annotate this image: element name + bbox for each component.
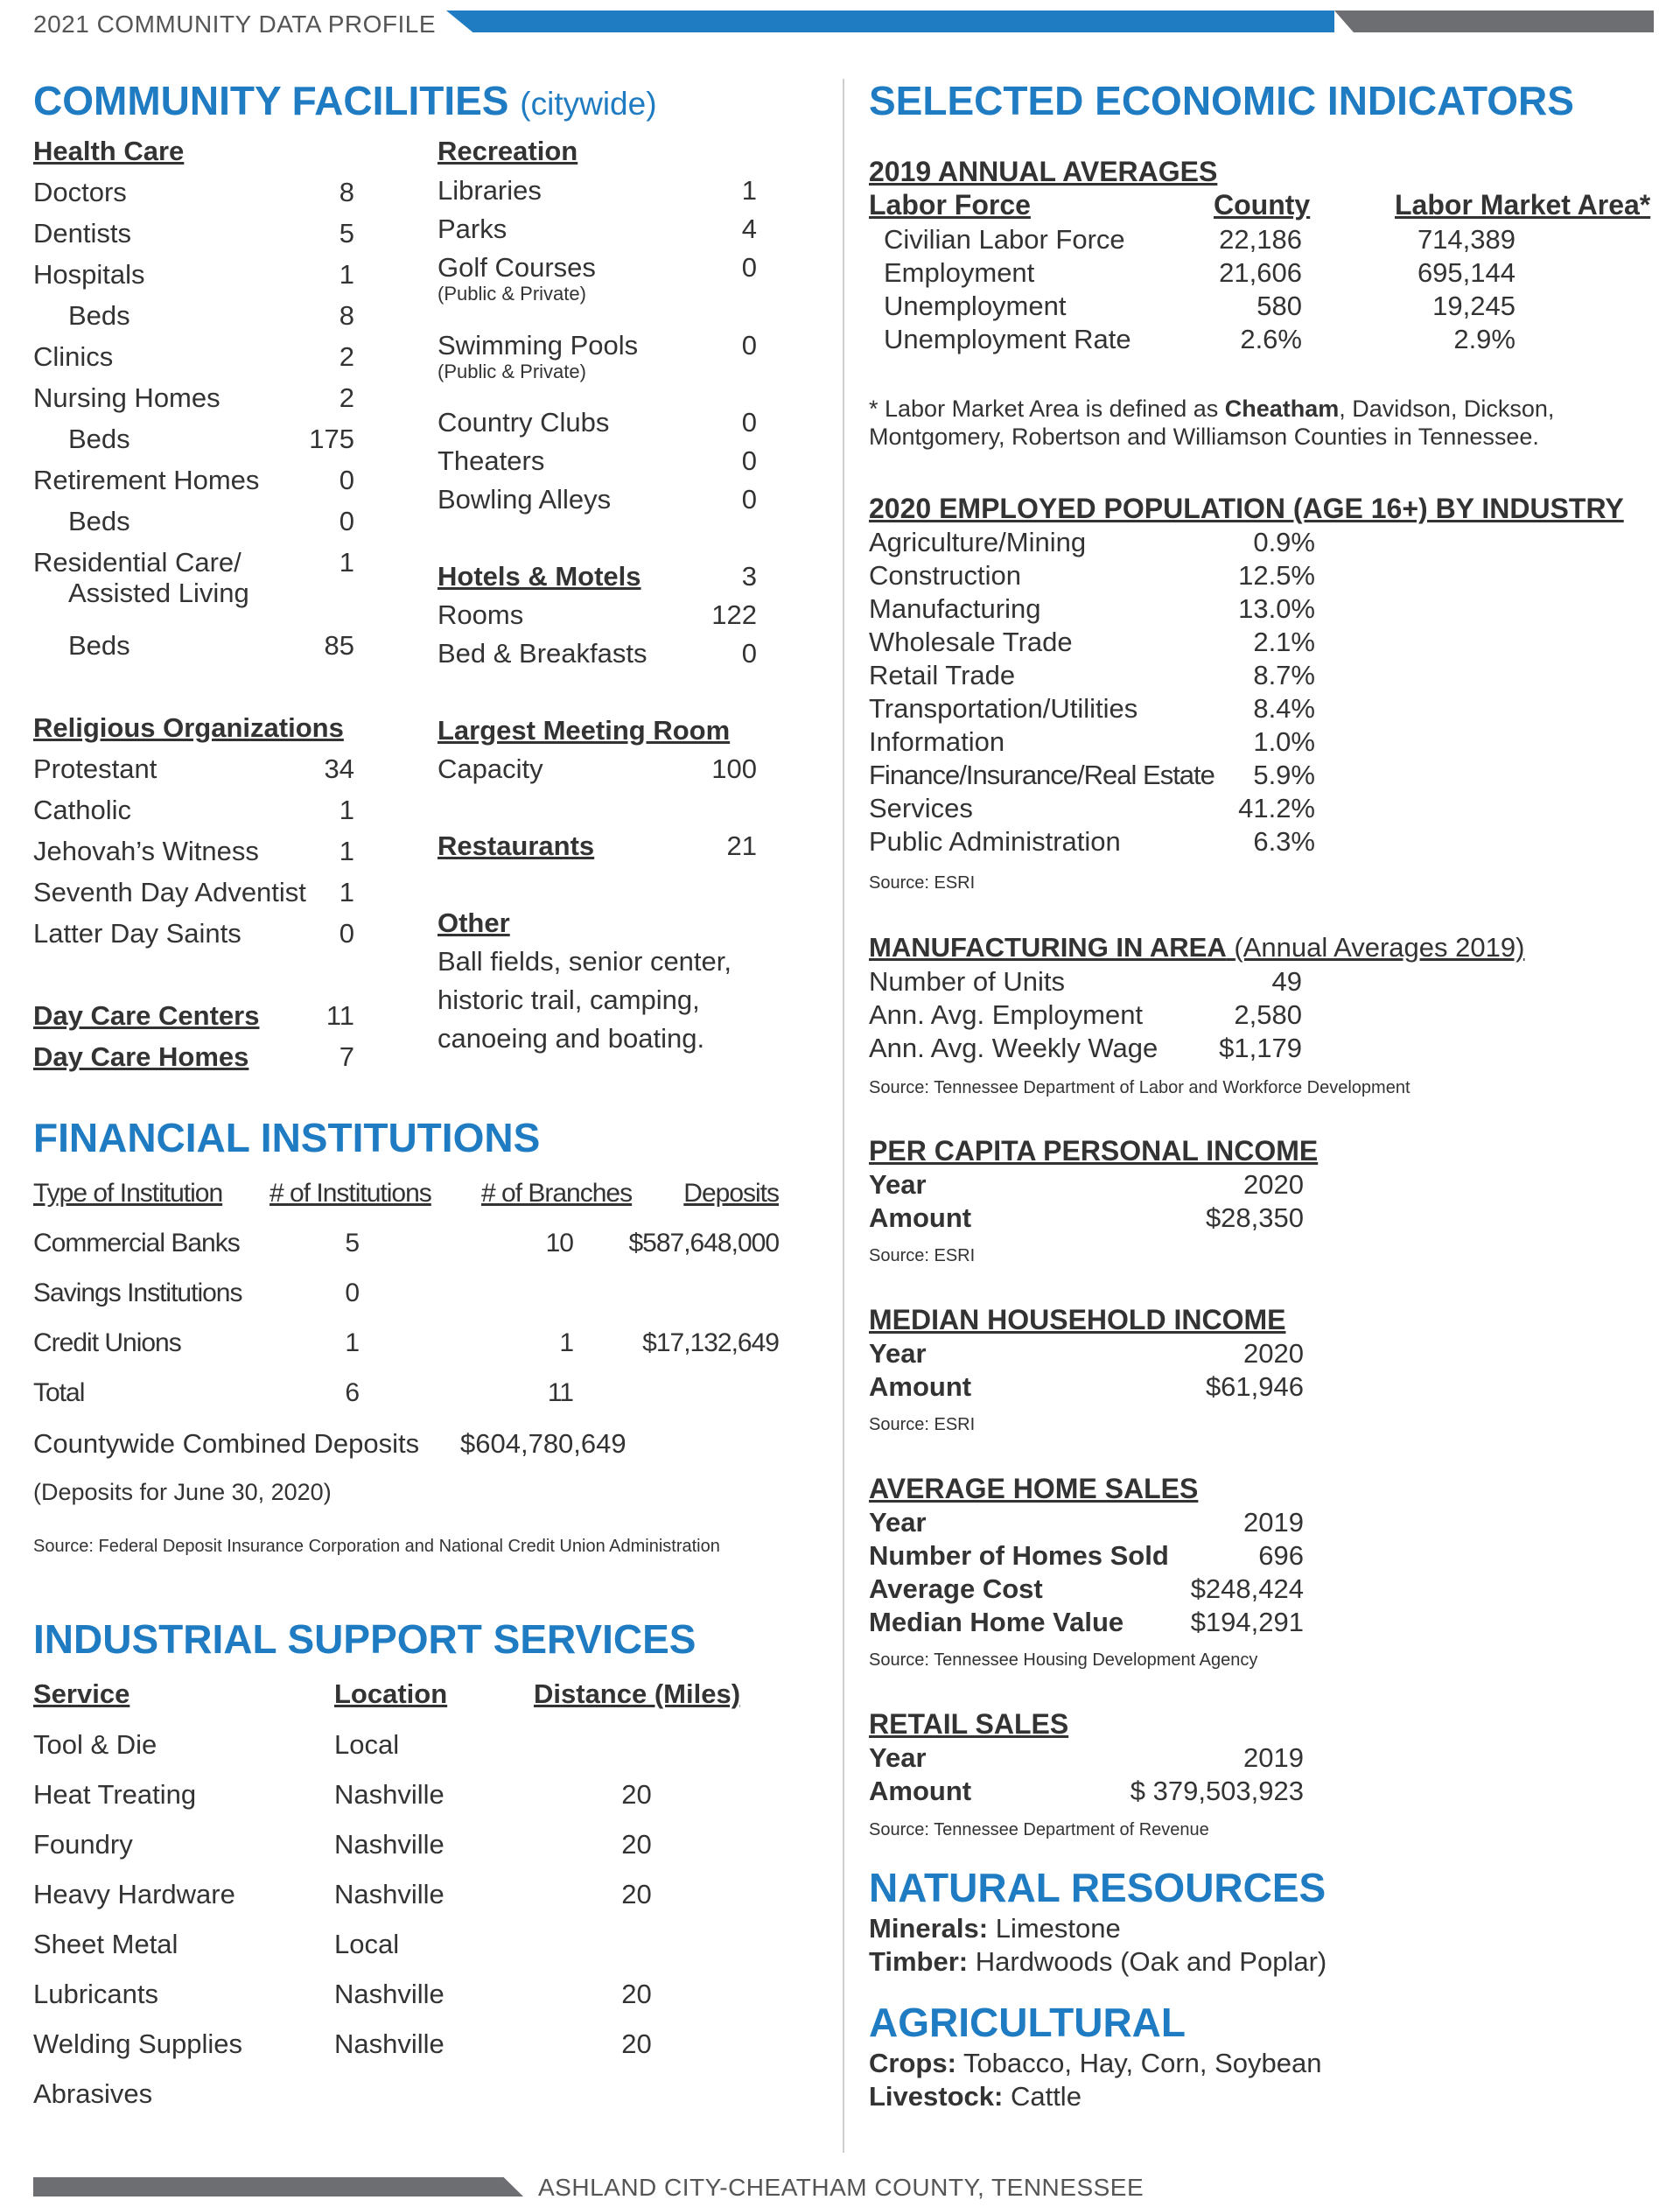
ind-cell: Local (334, 1929, 400, 1959)
industry-label: Public Administration (869, 826, 1121, 857)
econ-value: 2.6% (1240, 324, 1302, 354)
fac-label: Country Clubs (438, 407, 610, 438)
ind-cell: Tool & Die (33, 1729, 158, 1760)
other-heading: Other (438, 907, 510, 938)
livestock-line: Livestock: Cattle (869, 2081, 1082, 2112)
fac-label: Bed & Breakfasts (438, 638, 648, 669)
ind-cell: Sheet Metal (33, 1929, 178, 1959)
econ-label: Amount (869, 1202, 972, 1233)
daycare-centers-heading: Day Care Centers (33, 1000, 260, 1031)
fac-value: 85 (324, 630, 354, 661)
column-divider (843, 79, 844, 2153)
fac-value: 0 (339, 465, 354, 495)
fac-label: Parks (438, 214, 508, 244)
ind-cell: Nashville (334, 1829, 444, 1860)
agricultural-title: AGRICULTURAL (869, 2000, 1186, 2045)
fac-label: Bowling Alleys (438, 484, 612, 515)
mfg-label: Ann. Avg. Weekly Wage (869, 1033, 1158, 1063)
econ-value: 714,389 (1417, 224, 1516, 255)
econ-label: Number of Homes Sold (869, 1540, 1169, 1571)
ind-cell: Abrasives (33, 2078, 153, 2109)
fin-cell: 11 (547, 1378, 573, 1407)
retail-sales-heading: RETAIL SALES (869, 1708, 1069, 1740)
lma-col: Labor Market Area* (1395, 189, 1651, 221)
mfg-label: Ann. Avg. Employment (869, 999, 1144, 1030)
annual-averages-heading: 2019 ANNUAL AVERAGES (869, 156, 1218, 187)
crops-line: Crops: Tobacco, Hay, Corn, Soybean (869, 2048, 1322, 2078)
fin-cell: 6 (345, 1378, 359, 1407)
retail-source: Source: Tennessee Department of Revenue (869, 1820, 1209, 1839)
fac-value: 1 (741, 175, 757, 206)
fac-note: (Public & Private) (438, 361, 586, 382)
econ-label: Year (869, 1742, 927, 1773)
econ-value: 2020 (1243, 1169, 1304, 1200)
econ-value: 2.9% (1453, 324, 1516, 354)
econ-label: Employment (884, 257, 1035, 288)
ind-cell: Welding Supplies (33, 2028, 242, 2059)
fac-value: 0 (741, 252, 757, 283)
fin-cell: 1 (345, 1328, 359, 1357)
manufacturing-heading: MANUFACTURING IN AREA (Annual Averages 2019) (869, 932, 1525, 963)
mfg-source: Source: Tennessee Department of Labor and Workforce Development (869, 1078, 1410, 1097)
ind-cell: Foundry (33, 1829, 133, 1860)
econ-value: 19,245 (1432, 291, 1516, 321)
fac-label: Beds (68, 630, 130, 661)
restaurants-heading: Restaurants (438, 830, 595, 861)
fac-label: Golf Courses (438, 252, 596, 283)
econ-value: 696 (1258, 1540, 1304, 1571)
ind-cell: Lubricants (33, 1979, 159, 2009)
fin-cell: Total (33, 1378, 85, 1407)
fac-value: 0 (339, 918, 354, 949)
fac-value: 11 (326, 1000, 354, 1031)
econ-label: Median Home Value (869, 1607, 1124, 1637)
lma-note: * Labor Market Area is defined as Cheatham, Davidson, Dickson, (869, 396, 1555, 422)
industry-heading: 2020 EMPLOYED POPULATION (AGE 16+) BY INDUSTRY (869, 493, 1624, 524)
header-bar-gray (1334, 11, 1654, 32)
other-text: historic trail, camping, (438, 984, 700, 1015)
ind-cell: Heavy Hardware (33, 1879, 235, 1909)
fac-label: Seventh Day Adventist (33, 877, 306, 907)
econ-label: Average Cost (869, 1573, 1043, 1604)
fin-col-header: # of Institutions (270, 1179, 431, 1208)
fac-label: Assisted Living (68, 578, 249, 608)
ind-cell: Local (334, 1729, 400, 1760)
industry-value: 2.1% (1253, 627, 1315, 657)
ind-cell: Heat Treating (33, 1779, 197, 1810)
fac-value: 1 (339, 836, 354, 866)
ind-cell: Nashville (334, 2028, 444, 2059)
hotels-heading: Hotels & Motels (438, 561, 641, 592)
fac-value: 1 (339, 547, 354, 578)
ind-col-header: Service (33, 1678, 130, 1709)
mfg-value: $1,179 (1219, 1033, 1302, 1063)
ind-cell: 20 (621, 1779, 652, 1810)
home-sales-heading: AVERAGE HOME SALES (869, 1473, 1199, 1504)
industry-value: 8.4% (1253, 693, 1315, 724)
per-capita-heading: PER CAPITA PERSONAL INCOME (869, 1135, 1319, 1167)
industry-value: 0.9% (1253, 527, 1315, 557)
econ-value: 21,606 (1219, 257, 1302, 288)
footer-text: ASHLAND CITY-CHEATHAM COUNTY, TENNESSEE (538, 2174, 1144, 2201)
fac-value: 100 (711, 753, 757, 784)
fac-value: 7 (339, 1041, 354, 1072)
fac-label: Beds (68, 300, 130, 331)
ind-cell: 20 (621, 1979, 652, 2009)
fac-value: 0 (339, 506, 354, 536)
fac-value: 21 (726, 830, 757, 861)
fin-cell: 1 (559, 1328, 573, 1357)
fin-col-header: # of Branches (481, 1179, 633, 1208)
econ-value: 2019 (1243, 1742, 1304, 1773)
econ-label: Amount (869, 1776, 972, 1806)
fac-value: 1 (339, 795, 354, 825)
fac-value: 122 (711, 599, 757, 630)
county-col: County (1214, 189, 1311, 221)
fac-label: Libraries (438, 175, 542, 206)
fac-value: 0 (741, 407, 757, 438)
fin-col-header: Type of Institution (33, 1179, 223, 1208)
industry-value: 6.3% (1253, 826, 1315, 857)
industry-label: Manufacturing (869, 593, 1041, 624)
fac-label: Latter Day Saints (33, 918, 242, 949)
econ-label: Unemployment (884, 291, 1067, 321)
industry-label: Agriculture/Mining (869, 527, 1087, 557)
per-capita-source: Source: ESRI (869, 1246, 976, 1265)
industrial-title: INDUSTRIAL SUPPORT SERVICES (33, 1616, 696, 1662)
industry-label: Construction (869, 560, 1022, 591)
fac-value: 8 (339, 177, 354, 207)
fac-value: 5 (339, 218, 354, 249)
ind-cell: 20 (621, 1879, 652, 1909)
industry-value: 13.0% (1238, 593, 1315, 624)
industry-source: Source: ESRI (869, 873, 976, 893)
industry-value: 12.5% (1238, 560, 1315, 591)
other-text: Ball fields, senior center, (438, 946, 732, 977)
industry-label: Retail Trade (869, 660, 1016, 690)
industry-label: Wholesale Trade (869, 627, 1073, 657)
fac-label: Jehovah’s Witness (33, 836, 259, 866)
econ-label: Civilian Labor Force (884, 224, 1125, 255)
community-facilities-subtitle: (citywide) (520, 86, 657, 122)
fin-cell: 5 (345, 1229, 359, 1258)
fac-value: 175 (309, 424, 354, 454)
econ-value: 580 (1256, 291, 1302, 321)
mfg-value: 49 (1271, 966, 1302, 997)
econ-label: Unemployment Rate (884, 324, 1131, 354)
industry-label: Transportation/Utilities (869, 693, 1138, 724)
timber-line: Timber: Hardwoods (Oak and Poplar) (869, 1946, 1327, 1977)
daycare-homes-heading: Day Care Homes (33, 1041, 249, 1072)
deposits-note: (Deposits for June 30, 2020) (33, 1479, 332, 1505)
fac-value: 0 (741, 445, 757, 476)
fin-cell: $587,648,000 (628, 1229, 779, 1258)
other-text: canoeing and boating. (438, 1023, 705, 1054)
mfg-label: Number of Units (869, 966, 1065, 997)
fac-label: Retirement Homes (33, 465, 260, 495)
econ-value: $ 379,503,923 (1130, 1776, 1304, 1806)
econ-label: Amount (869, 1371, 972, 1402)
ind-cell: 20 (621, 1829, 652, 1860)
fac-label: Rooms (438, 599, 524, 630)
industry-value: 8.7% (1253, 660, 1315, 690)
recreation-heading: Recreation (438, 136, 578, 166)
econ-value: $28,350 (1205, 1202, 1304, 1233)
natural-resources-title: NATURAL RESOURCES (869, 1865, 1326, 1910)
econ-value: 2020 (1243, 1338, 1304, 1369)
fac-label: Capacity (438, 753, 543, 784)
ind-cell: Nashville (334, 1779, 444, 1810)
fac-value: 34 (324, 753, 354, 784)
health-care-heading: Health Care (33, 136, 185, 166)
fac-label: Nursing Homes (33, 382, 220, 413)
fac-label: Dentists (33, 218, 131, 249)
ind-cell: Nashville (334, 1879, 444, 1909)
fin-cell: Savings Institutions (33, 1279, 242, 1307)
mfg-value: 2,580 (1234, 999, 1302, 1030)
religious-heading: Religious Organizations (33, 712, 344, 743)
fin-cell: $17,132,649 (642, 1328, 779, 1357)
header-bar-blue (446, 11, 1334, 32)
combined-deposits-value: $604,780,649 (460, 1428, 626, 1459)
community-facilities-title: COMMUNITY FACILITIES (citywide) (33, 78, 657, 123)
fin-cell: Credit Unions (33, 1328, 181, 1357)
fac-value: 2 (339, 382, 354, 413)
labor-force-col: Labor Force (869, 189, 1031, 221)
page-header-title: 2021 COMMUNITY DATA PROFILE (33, 11, 437, 38)
econ-label: Year (869, 1338, 927, 1369)
fac-label: Beds (68, 424, 130, 454)
industry-label: Finance/Insurance/Real Estate (869, 760, 1214, 790)
econ-value: 695,144 (1417, 257, 1516, 288)
financial-source: Source: Federal Deposit Insurance Corporation and National Credit Union Administration (33, 1537, 720, 1556)
fac-value: 4 (741, 214, 757, 244)
fac-note: (Public & Private) (438, 283, 586, 305)
fac-label: Protestant (33, 753, 158, 784)
industry-value: 1.0% (1253, 726, 1315, 757)
combined-deposits-label: Countywide Combined Deposits (33, 1428, 420, 1459)
fin-cell: Commercial Banks (33, 1229, 240, 1258)
lma-note-line2: Montgomery, Robertson and Williamson Counties in Tennessee. (869, 424, 1539, 450)
fac-value: 8 (339, 300, 354, 331)
ind-cell: 20 (621, 2028, 652, 2059)
fin-cell: 10 (545, 1229, 573, 1258)
fac-label: Theaters (438, 445, 545, 476)
fac-label: Doctors (33, 177, 127, 207)
fac-label: Catholic (33, 795, 131, 825)
meeting-room-heading: Largest Meeting Room (438, 715, 731, 746)
fac-label: Beds (68, 506, 130, 536)
footer-bar (33, 2177, 523, 2196)
ind-cell: Nashville (334, 1979, 444, 2009)
fac-label: Hospitals (33, 259, 145, 290)
fac-value: 0 (741, 638, 757, 669)
fac-label: Clinics (33, 341, 114, 372)
fac-value: 0 (741, 484, 757, 515)
median-source: Source: ESRI (869, 1415, 976, 1434)
industry-label: Information (869, 726, 1005, 757)
econ-label: Year (869, 1169, 927, 1200)
fac-label: Swimming Pools (438, 330, 639, 361)
home-source: Source: Tennessee Housing Development Agency (869, 1650, 1258, 1670)
median-income-heading: MEDIAN HOUSEHOLD INCOME (869, 1304, 1286, 1335)
fac-value: 1 (339, 259, 354, 290)
industry-value: 5.9% (1253, 760, 1315, 790)
fin-cell: 0 (345, 1279, 359, 1307)
econ-value: 2019 (1243, 1507, 1304, 1538)
fac-value: 1 (339, 877, 354, 907)
fac-value: 0 (741, 330, 757, 361)
econ-value: $194,291 (1190, 1607, 1304, 1637)
econ-value: $248,424 (1190, 1573, 1304, 1604)
industry-value: 41.2% (1238, 793, 1315, 823)
econ-value: 22,186 (1219, 224, 1302, 255)
econ-label: Year (869, 1507, 927, 1538)
ind-col-header: Location (334, 1678, 448, 1709)
fac-label: Residential Care/ (33, 547, 242, 578)
fin-col-header: Deposits (683, 1179, 779, 1208)
financial-title: FINANCIAL INSTITUTIONS (33, 1115, 541, 1160)
fac-value: 3 (741, 561, 757, 592)
industry-label: Services (869, 793, 973, 823)
minerals-line: Minerals: Limestone (869, 1913, 1121, 1944)
econ-value: $61,946 (1205, 1371, 1304, 1402)
economic-title: SELECTED ECONOMIC INDICATORS (869, 78, 1574, 123)
fac-value: 2 (339, 341, 354, 372)
ind-col-header: Distance (Miles) (534, 1678, 741, 1709)
